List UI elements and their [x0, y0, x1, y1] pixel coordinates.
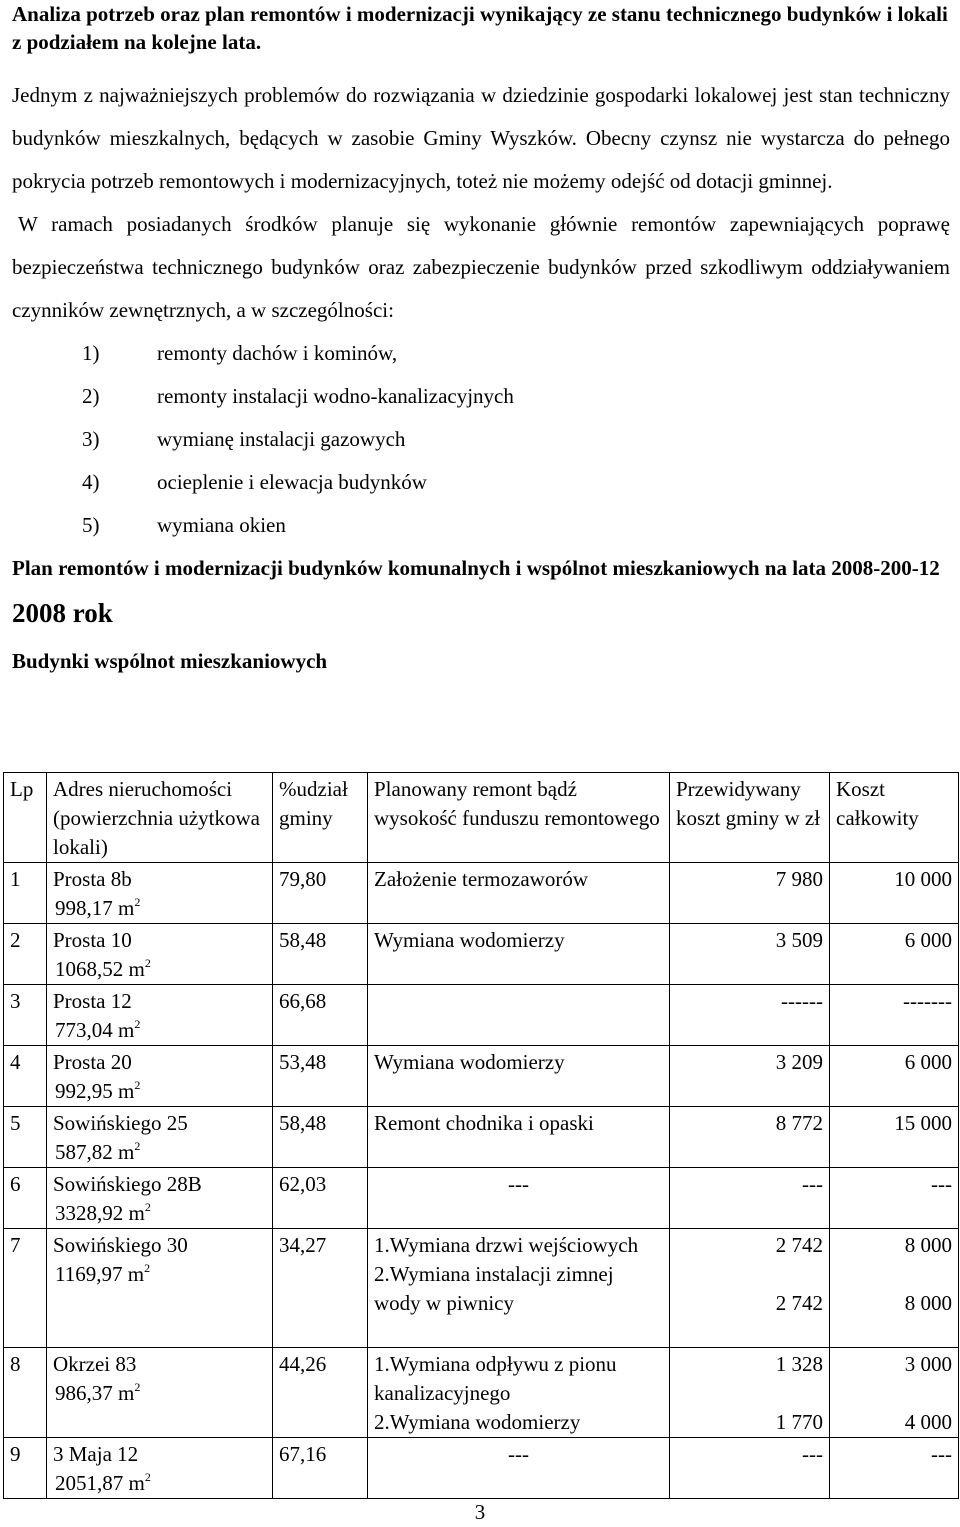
area: 3328,92	[55, 1201, 124, 1225]
table-row	[4, 863, 959, 924]
cell-share: 44,26	[273, 1348, 368, 1438]
street: Sowińskiego 28B	[53, 1172, 202, 1196]
cell-cost-total: 15 000	[830, 1107, 959, 1168]
cell-address	[47, 1438, 273, 1499]
cell-lp: 3	[4, 985, 47, 1046]
cell-plan	[368, 985, 670, 1046]
area-unit: m	[128, 1201, 145, 1225]
area-unit: m	[118, 1140, 135, 1164]
cell-address	[47, 985, 273, 1046]
paragraph-intro: Jednym z najważniejszych problemów do rozwiązania w dziedzinie gospodarki lokalowej jest stan techniczny budynków mieszkalnych, będących w zasobie Gminy Wyszków. Obecny czynsz nie wystarcza do pełnego pokrycia potrzeb remontowych i modernizacyjnych, toteż nie możemy odejść od dotacji gminnej.	[12, 83, 950, 193]
list-item: 2) remonty instalacji wodno-kanalizacyjnych	[82, 384, 514, 408]
list-item: 3) wymianę instalacji gazowych	[82, 427, 406, 451]
area: 992,95	[55, 1079, 113, 1103]
unit-exponent: 2	[134, 1139, 141, 1153]
cell-address	[47, 1107, 273, 1168]
table-row	[4, 1046, 959, 1107]
section-subheading: Budynki wspólnot mieszkaniowych	[12, 649, 328, 673]
header-plan: Planowany remont bądź wysokość funduszu remontowego	[368, 773, 670, 863]
unit-exponent: 2	[134, 1078, 141, 1092]
cell-cost-total: 6 000	[830, 1046, 959, 1107]
cell-lp: 7	[4, 1229, 47, 1348]
unit-exponent: 2	[144, 1470, 151, 1484]
cell-lp: 9	[4, 1438, 47, 1499]
area: 587,82	[55, 1140, 113, 1164]
area-unit: m	[128, 1471, 145, 1495]
cell-plan	[368, 1348, 670, 1438]
street: Prosta 20	[53, 1050, 132, 1074]
document-page	[12, 0, 950, 684]
unit-exponent: 2	[134, 1017, 141, 1031]
cell-cost-total: -------	[830, 985, 959, 1046]
cell-address	[47, 924, 273, 985]
repairs-table	[3, 772, 959, 1499]
cell-lp: 2	[4, 924, 47, 985]
cell-lp: 8	[4, 1348, 47, 1438]
cell-lp: 5	[4, 1107, 47, 1168]
table-row	[4, 1229, 959, 1348]
cell-cost-total: 8 000 8 000	[830, 1229, 959, 1348]
cell-address	[47, 1046, 273, 1107]
document-heading: Analiza potrzeb oraz plan remontów i modernizacji wynikający ze stanu technicznego budynków i lokali z podziałem na kolejne lata.	[12, 2, 948, 54]
area-unit: m	[118, 1079, 135, 1103]
header-share: %udział gminy	[273, 773, 368, 863]
cell-lp: 4	[4, 1046, 47, 1107]
area-unit: m	[128, 957, 145, 981]
cell-plan: ---	[368, 1438, 670, 1499]
area: 2051,87	[55, 1471, 124, 1495]
cell-plan	[368, 1229, 670, 1348]
table-row	[4, 985, 959, 1046]
area-unit: m	[118, 896, 135, 920]
area: 1068,52	[55, 957, 124, 981]
header-cost-gmina: Przewidywany koszt gminy w zł	[670, 773, 830, 863]
plan-title: Plan remontów i modernizacji budynków komunalnych i wspólnot mieszkaniowych na lata 2008-200-12	[12, 556, 940, 580]
table-row	[4, 1107, 959, 1168]
cell-share: 34,27	[273, 1229, 368, 1348]
unit-exponent: 2	[144, 1200, 151, 1214]
area-unit: m	[127, 1262, 145, 1286]
page-number: 3	[474, 1500, 486, 1524]
cell-plan: Wymiana wodomierzy	[368, 1046, 670, 1107]
cell-plan: ---	[368, 1168, 670, 1229]
year-heading: 2008 rok	[12, 598, 113, 628]
unit-exponent: 2	[134, 895, 141, 909]
cell-share: 79,80	[273, 863, 368, 924]
street: Prosta 12	[53, 989, 132, 1013]
list-item: 5) wymiana okien	[82, 513, 286, 537]
cell-cost-gmina: 3 209	[670, 1046, 830, 1107]
cell-plan: Wymiana wodomierzy	[368, 924, 670, 985]
list-item: 1) remonty dachów i kominów,	[82, 341, 398, 365]
cell-cost-total: ---	[830, 1438, 959, 1499]
street: 3 Maja 12	[53, 1442, 139, 1466]
cell-share: 53,48	[273, 1046, 368, 1107]
cell-cost-gmina: 8 772	[670, 1107, 830, 1168]
street: Okrzei 83	[53, 1352, 137, 1376]
cell-cost-gmina: ---	[670, 1168, 830, 1229]
table-row	[4, 1438, 959, 1499]
area: 986,37	[55, 1381, 113, 1405]
table-row	[4, 924, 959, 985]
cell-lp: 6	[4, 1168, 47, 1229]
street: Sowińskiego 25	[53, 1111, 188, 1135]
cell-share: 66,68	[273, 985, 368, 1046]
cell-cost-total: 3 000 4 000	[830, 1348, 959, 1438]
street: Sowińskiego 30	[53, 1233, 188, 1257]
list-item: 4) ocieplenie i elewacja budynków	[82, 470, 427, 494]
header-address: Adres nieruchomości (powierzchnia użytkowa lokali)	[47, 773, 273, 863]
plan-item: 2.Wymiana instalacji zimnej wody w piwnicy	[374, 1262, 614, 1315]
cell-address	[47, 863, 273, 924]
area-unit: m	[118, 1381, 135, 1405]
cell-share: 67,16	[273, 1438, 368, 1499]
cell-cost-total: 10 000	[830, 863, 959, 924]
repair-list	[12, 332, 950, 547]
plan-item: 1.Wymiana odpływu z pionu kanalizacyjnego	[374, 1352, 617, 1405]
header-lp: Lp	[4, 773, 47, 863]
cell-lp: 1	[4, 863, 47, 924]
unit-exponent: 2	[144, 956, 151, 970]
table-header-row	[4, 773, 959, 863]
cell-share: 58,48	[273, 924, 368, 985]
cell-address	[47, 1168, 273, 1229]
header-cost-total: Koszt całkowity	[830, 773, 959, 863]
area: 998,17	[55, 896, 113, 920]
street: Prosta 8b	[53, 867, 132, 891]
plan-item: 1.Wymiana drzwi wejściowych	[374, 1233, 639, 1257]
cell-cost-gmina: 1 328 1 770	[670, 1348, 830, 1438]
area: 773,04	[55, 1018, 113, 1042]
cell-address	[47, 1348, 273, 1438]
unit-exponent: 2	[144, 1261, 151, 1275]
cell-cost-total: ---	[830, 1168, 959, 1229]
paragraph-plan: W ramach posiadanych środków planuje się wykonanie głównie remontów zapewniających poprawę bezpieczeństwa technicznego budynków oraz zabezpieczenie budynków przed szkodliwym oddziaływaniem czynników zewnętrznych, a w szczególności:	[12, 212, 950, 322]
table-row	[4, 1348, 959, 1438]
area: 1169,97	[55, 1262, 123, 1286]
cell-share: 58,48	[273, 1107, 368, 1168]
street: Prosta 10	[53, 928, 132, 952]
cell-address	[47, 1229, 273, 1348]
cell-cost-gmina: 2 742 2 742	[670, 1229, 830, 1348]
cell-cost-gmina: 7 980	[670, 863, 830, 924]
cell-share: 62,03	[273, 1168, 368, 1229]
table-row	[4, 1168, 959, 1229]
unit-exponent: 2	[134, 1380, 141, 1394]
plan-item: 2.Wymiana wodomierzy	[374, 1410, 581, 1434]
cell-cost-gmina: ---	[670, 1438, 830, 1499]
cell-cost-total: 6 000	[830, 924, 959, 985]
cell-plan: Założenie termozaworów	[368, 863, 670, 924]
cell-plan: Remont chodnika i opaski	[368, 1107, 670, 1168]
cell-cost-gmina: 3 509	[670, 924, 830, 985]
cell-cost-gmina: ------	[670, 985, 830, 1046]
area-unit: m	[118, 1018, 135, 1042]
